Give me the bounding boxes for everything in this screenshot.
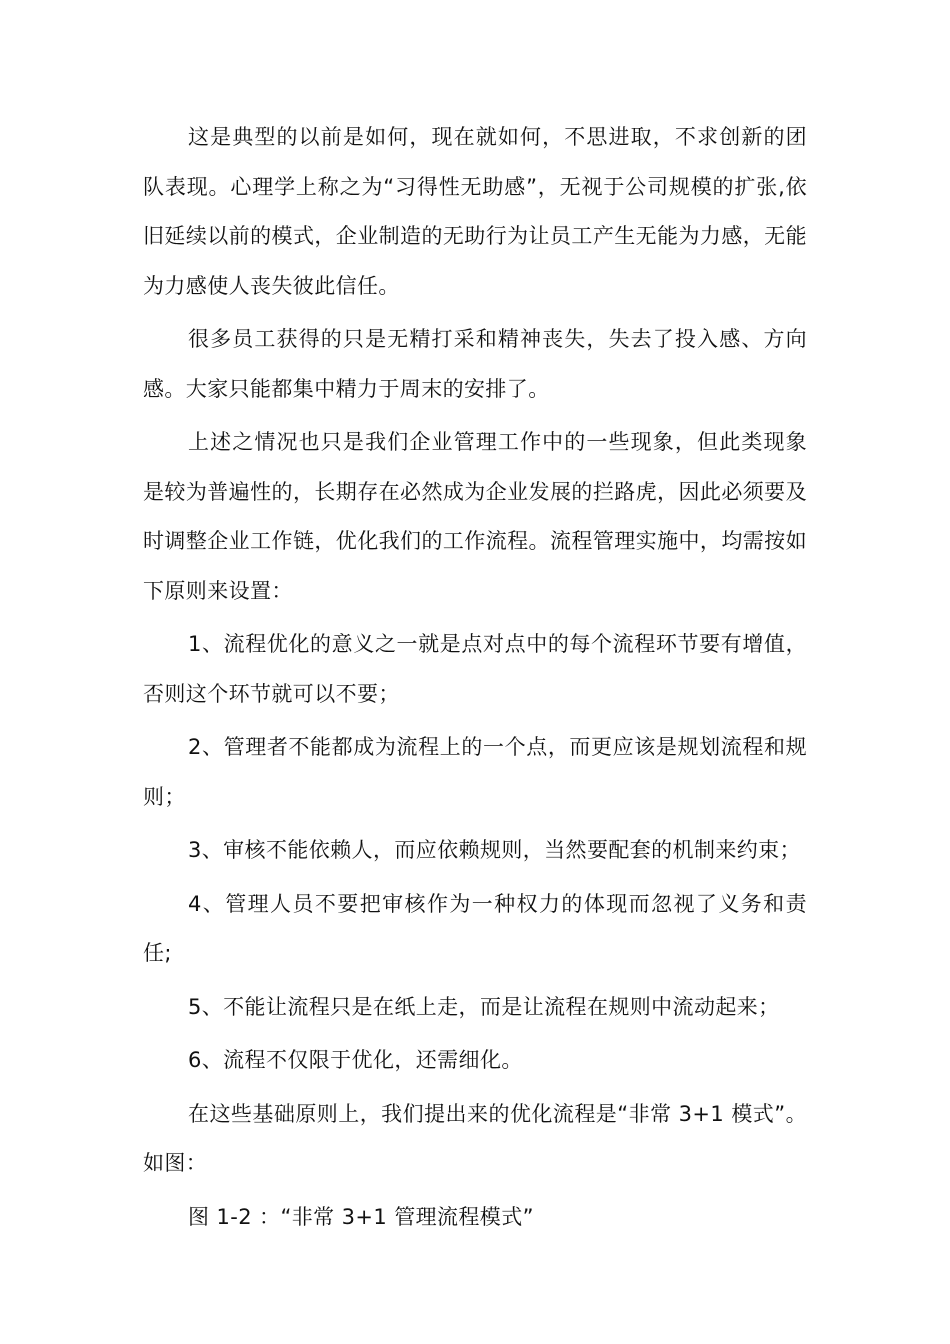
- principle-item-3: 3、审核不能依赖人，而应依赖规则，当然要配套的机制来约束；: [188, 838, 801, 862]
- principle-item-1: 1、流程优化的意义之一就是点对点中的每个流程环节要有增值，否则这个环节就可以不要；: [143, 632, 807, 706]
- principle-item-4: 4、管理人员不要把审核作为一种权力的体现而忽视了义务和责任;: [143, 891, 807, 965]
- paragraph-process-principles-intro: 上述之情况也只是我们企业管理工作中的一些现象，但此类现象是较为普遍性的，长期存在必然成为企业发展的拦路虎，因此必须要及时调整企业工作链，优化我们的工作流程。流程管理实施中，均需按如下原则来设置：: [143, 430, 807, 603]
- paragraph-model-intro: 在这些基础原则上，我们提出来的优化流程是“非常 3+1 模式”。如图：: [143, 1101, 807, 1175]
- paragraph-employee-morale: 很多员工获得的只是无精打采和精神丧失，失去了投入感、方向感。大家只能都集中精力于周末的安排了。: [143, 327, 807, 401]
- principle-item-5: 5、不能让流程只是在纸上走，而是让流程在规则中流动起来；: [188, 994, 780, 1019]
- paragraph-learned-helplessness: 这是典型的以前是如何，现在就如何，不思进取，不求创新的团队表现。心理学上称之为“习得性无助感”，无视于公司规模的扩张,依旧延续以前的模式，企业制造的无助行为让员工产生无能为力感，无能为力感使人丧失彼此信任。: [143, 125, 807, 298]
- figure-caption: 图 1-2 ：“非常 3+1 管理流程模式”: [188, 1204, 534, 1229]
- principle-item-6: 6、流程不仅限于优化，还需细化。: [188, 1048, 523, 1072]
- document-body: [143, 113, 807, 1242]
- principle-item-2: 2、管理者不能都成为流程上的一个点，而更应该是规划流程和规则；: [143, 735, 807, 809]
